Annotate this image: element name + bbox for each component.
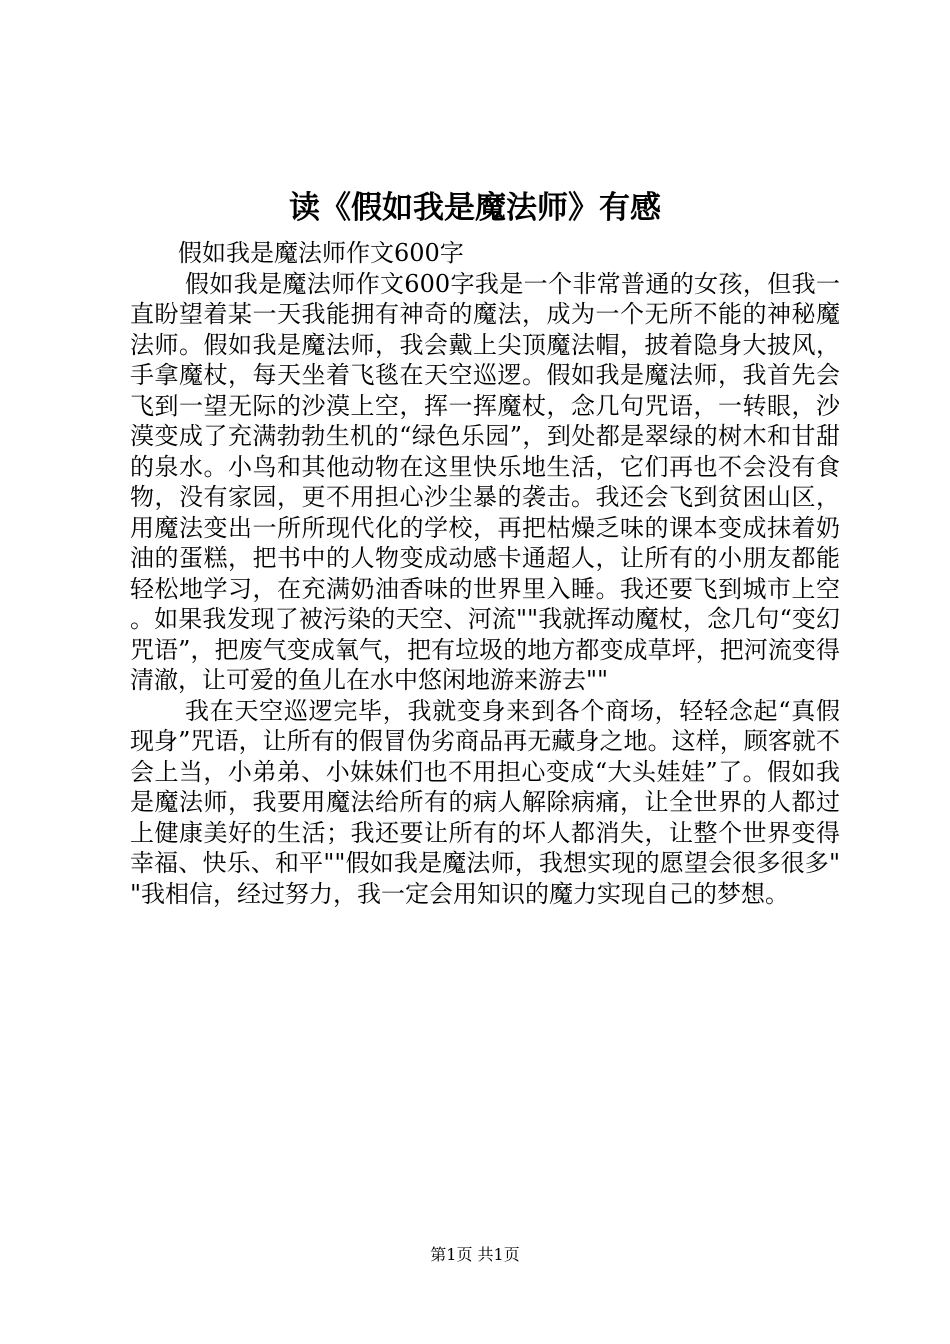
body-paragraph-1: 假如我是魔法师作文600字我是一个非常普通的女孩，但我一直盼望着某一天我能拥有神奇的魔法，成为一个无所不能的神秘魔法师。假如我是魔法师，我会戴上尖顶魔法帽，披着隐身大披风，手拿魔杖，每天坐着飞毯在天空巡逻。假如我是魔法师，我首先会飞到一望无际的沙漠上空，挥一挥魔杖，念几句咒语，一转眼，沙漠变成了充满勃勃生机的“绿色乐园”，到处都是翠绿的树木和甘甜的泉水。小鸟和其他动物在这里快乐地生活，它们再也不会没有食物，没有家园，更不用担心沙尘暴的袭击。我还会飞到贫困山区，用魔法变出一所所现代化的学校，再把枯燥乏味的课本变成抹着奶油的蛋糕，把书中的人物变成动感卡通超人，让所有的小朋友都能轻松地学习，在充满奶油香味的世界里入睡。我还要飞到城市上空。如果我发现了被污染的天空、河流""我就挥动魔杖，念几句“变幻咒语”，把废气变成氧气，把有垃圾的地方都变成草坪，把河流变得清澈，让可爱的鱼儿在水中悠闲地游来游去"" (130, 269, 840, 694)
subtitle-paragraph: 假如我是魔法师作文600字 (178, 239, 464, 267)
document-body (130, 238, 840, 909)
body-paragraph-2: 我在天空巡逻完毕，我就变身来到各个商场，轻轻念起“真假现身”咒语，让所有的假冒伪劣商品再无藏身之地。这样，顾客就不会上当，小弟弟、小妹妹们也不用担心变成“大头娃娃”了。假如我是魔法师，我要用魔法给所有的病人解除病痛，让全世界的人都过上健康美好的生活；我还要让所有的坏人都消失，让整个世界变得幸福、快乐、和平""假如我是魔法师，我想实现的愿望会很多很多""我相信，经过努力，我一定会用知识的魔力实现自己的梦想。 (130, 696, 840, 908)
page-footer: 第1页 共1页 (430, 1245, 520, 1264)
document-title: 读《假如我是魔法师》有感 (289, 190, 661, 226)
